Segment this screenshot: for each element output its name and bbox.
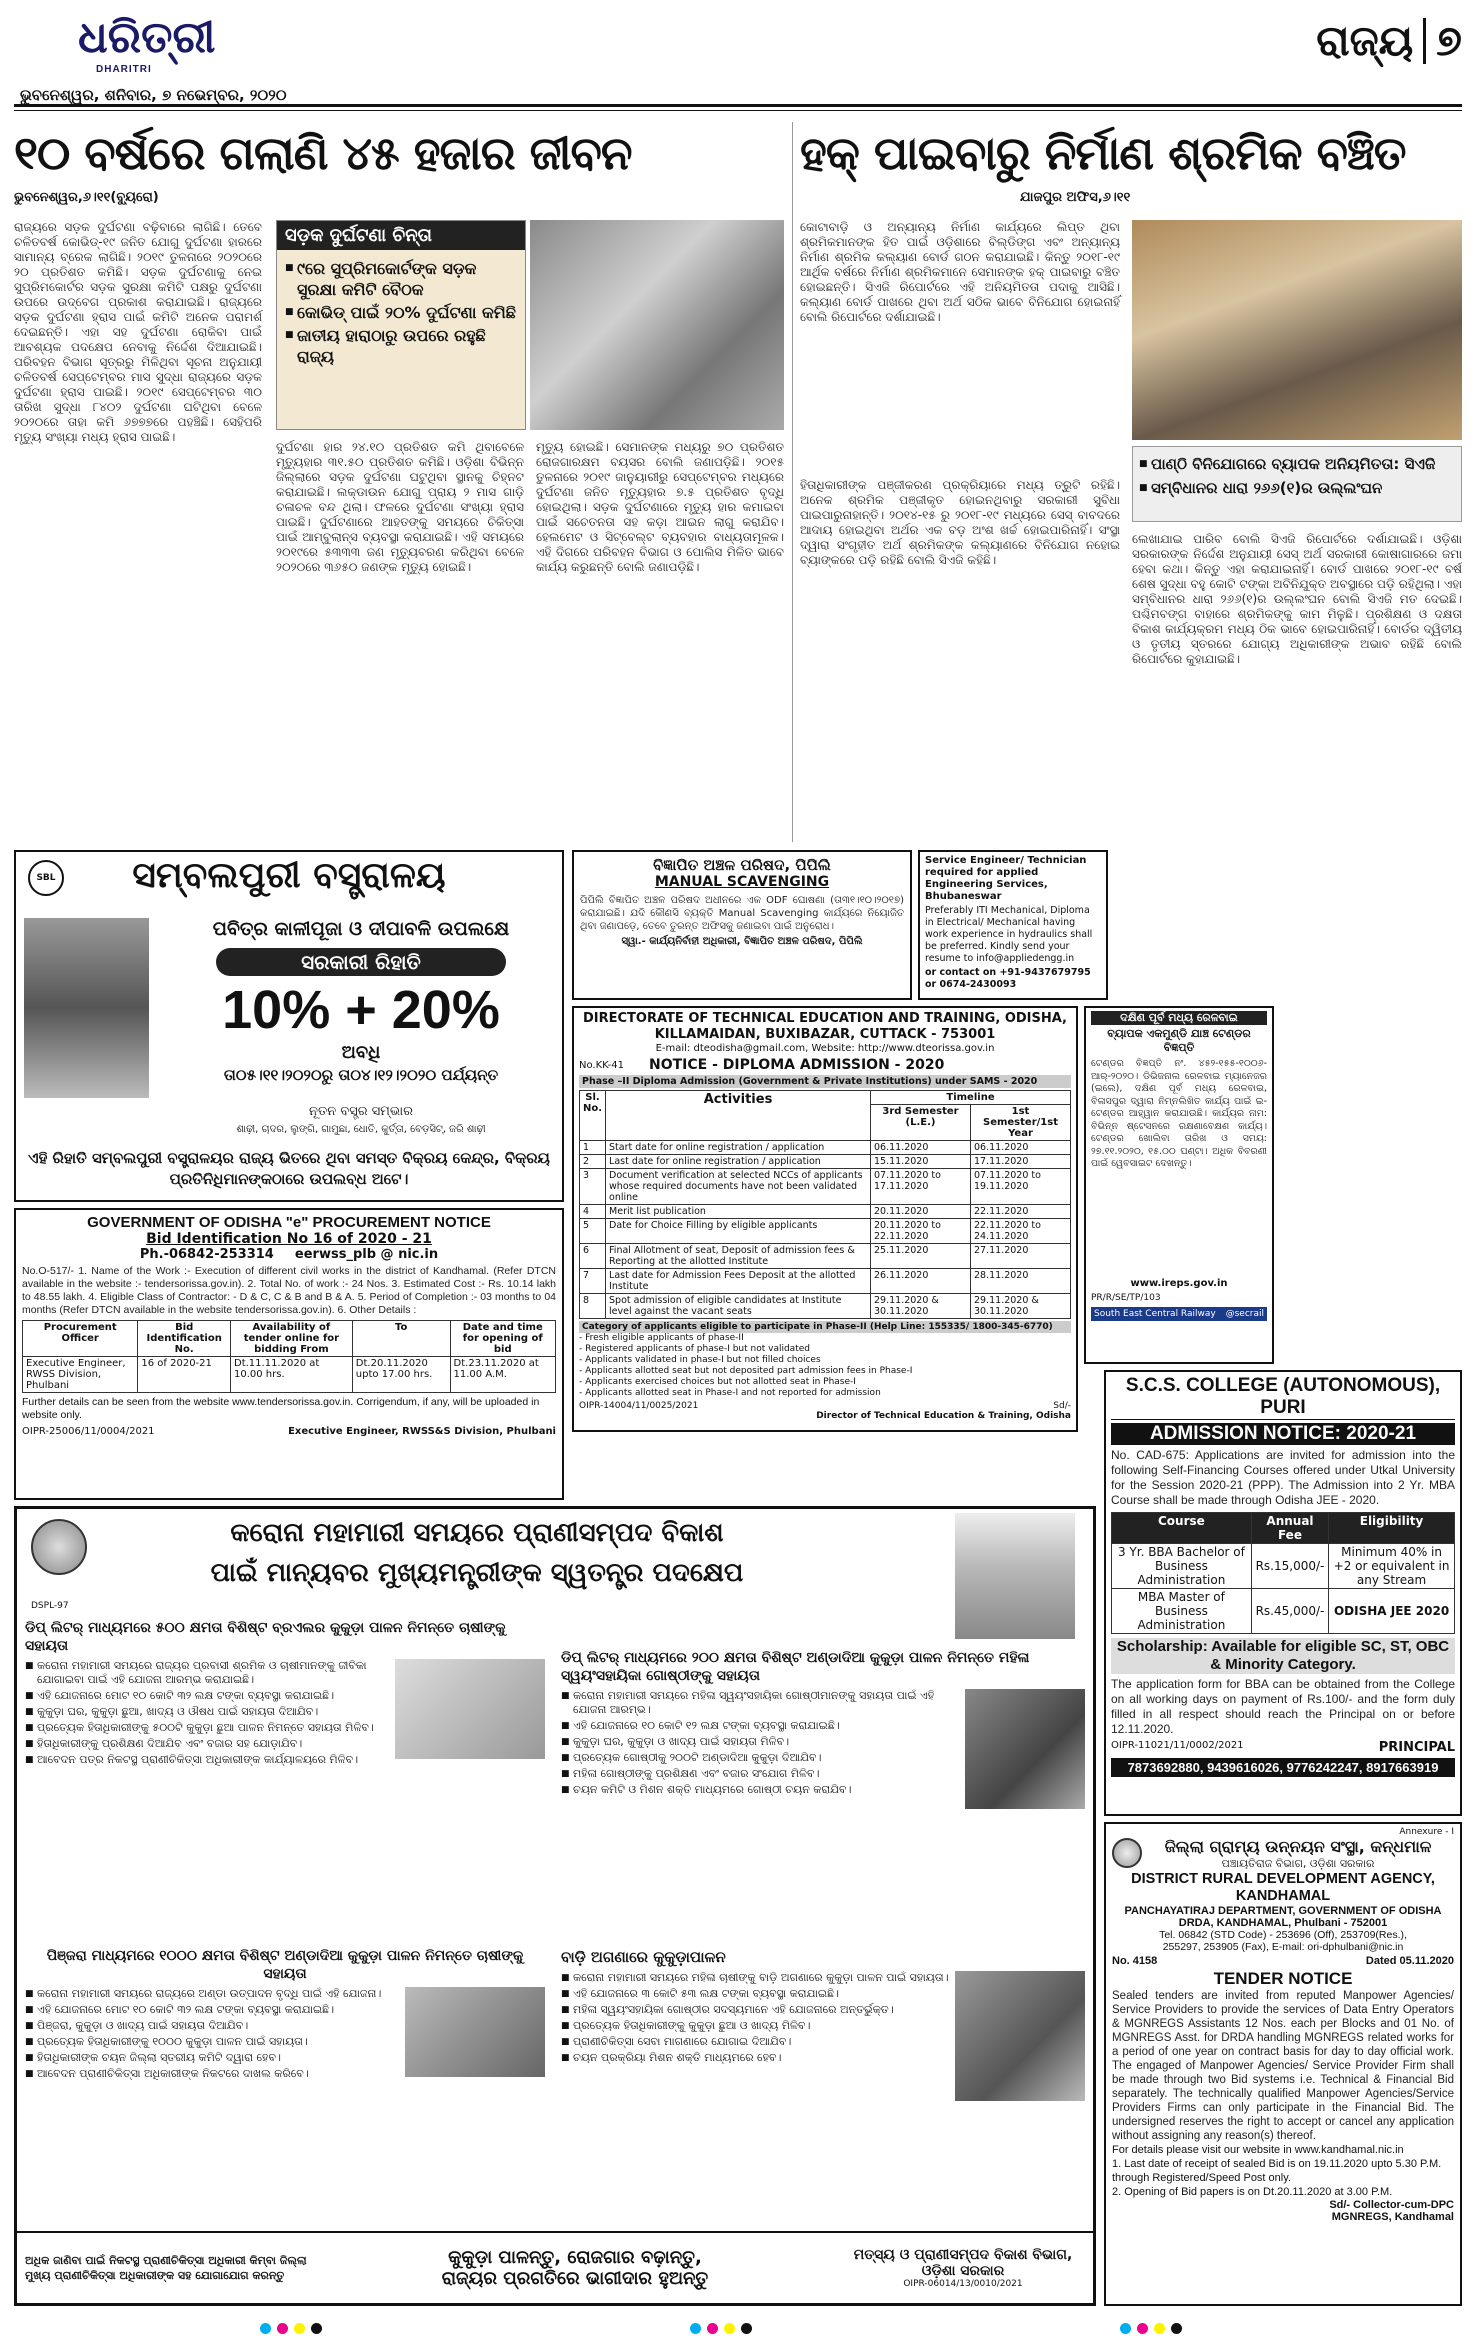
dte-cell: Merit list publication <box>606 1205 871 1219</box>
drda-sign2: MGNREGS, Kandhamal <box>1331 2211 1454 2223</box>
procurement-further: Further details can be seen from the website www.tendersorissa.gov.in. Corrigendum, if any, will be uploaded in website only. <box>22 1396 540 1421</box>
dte-cell: Last date for Admission Fees Deposit at the allotted Institute <box>606 1269 871 1294</box>
sidebar-point: ■ ୯ରେ ସୁପ୍ରିମକୋର୍ଟଙ୍କ ସଡ଼କ ସୁରକ୍ଷା କମିଟି ବୈଠକ <box>285 258 517 300</box>
dte-category-item: - Applicants exercised choices but not allotted seat in Phase-I <box>579 1377 856 1387</box>
drda-title-en: DISTRICT RURAL DEVELOPMENT AGENCY, KANDHAMAL <box>1131 1871 1435 1904</box>
story-road-accidents <box>14 122 784 842</box>
drda-no: No. 4158 <box>1112 1955 1158 1967</box>
dateline: ଭୁବନେଶ୍ୱର, ଶନିବାର, ୭ ନଭେମ୍ବର, ୨୦୨୦ <box>20 86 287 104</box>
rebate-label: ସରକାରୀ ରିହାତି <box>216 948 506 976</box>
newspaper-logo: ଧରିତ୍ରୀ DHARITRI <box>78 12 216 75</box>
procurement-bid: Bid Identification No 16 of 2020 - 21 <box>146 1231 432 1247</box>
sec1-list: ■ କରୋନା ମହାମାରୀ ସମୟରେ ରାଜ୍ୟର ପ୍ରବାସୀ ଶ୍ରମିକ ଓ ଚାଷୀମାନଙ୍କୁ ଜୀବିକା ଯୋଗାଇବା ପାଇଁ ଏହି ଯୋଜନା ଆରମ୍ଭ କରାଯାଇଛି। ■ ଏହି ଯୋଜନାରେ ମୋଟ ୧୦ କୋଟି ୩୨ ଲକ୍ଷ ଟଙ୍କା ବ୍ୟବସ୍ଥା କରାଯାଇଛି। ■ କୁକୁଡ଼ା ଘର, କୁକୁଡ଼ା ଛୁଆ, ଖାଦ୍ୟ ଓ ଔଷଧ ପାଇଁ ସହାୟତା ଦିଆଯିବ। ■ ପ୍ରତ୍ୟେକ ହିତାଧିକାରୀଙ୍କୁ ୫୦୦ଟି କୁକୁଡ଼ା ଛୁଆ ପାଳନ ନିମନ୍ତେ ସହାୟତା ମିଳିବ। ■ ହିତାଧିକାରୀଙ୍କୁ ପ୍ରଶିକ୍ଷଣ ଦିଆଯିବ ଏବଂ ବଜାର ସହ ଯୋଡ଼ାଯିବ। ■ ଆବେଦନ ପତ୍ର ନିକଟସ୍ଥ ପ୍ରାଣୀଚିକିତ୍ସା ଅଧିକାରୀଙ୍କ କାର୍ଯ୍ୟାଳୟରେ ମିଳିବ। <box>25 1659 545 1767</box>
railway-body: ଟେଣ୍ଡର ବିଜ୍ଞପ୍ତି ନଂ. ୪୫୨-୧୫୫-୧୦୦୬-ଆର୍-୨୦୨୦। ଡିଭିଜନାଲ ରେଳବାଇ ମ୍ୟାନେଜର (ଇଲେ), ଦକ୍ଷିଣ ପୂର୍ବ ମଧ୍ୟ ରେଳବାଇ, ବିଳାସପୁର ଦ୍ୱାରା ନିମ୍ନଲିଖିତ କାର୍ଯ୍ୟ ପାଇଁ ଇ-ଟେଣ୍ଡର ଆହ୍ୱାନ କରାଯାଉଛି। କାର୍ଯ୍ୟର ନାମ: ବିଭିନ୍ନ ଷ୍ଟେସନରେ ରକ୍ଷଣାବେକ୍ଷଣ କାର୍ଯ୍ୟ। ଟେଣ୍ଡର ଖୋଲିବା ତାରିଖ ଓ ସମୟ: ୨୭.୧୧.୨୦୨୦, ୧୫.୦୦ ଘଣ୍ଟା। ଅଧିକ ବିବରଣୀ ପାଇଁ ୱେବସାଇଟ ଦେଖନ୍ତୁ। <box>1091 1058 1267 1169</box>
dte-timeline-table: Sl. No. Activities Timeline 3rd Semester (L.E.) 1st Semester/1st Year 1 Start date for online registration / application 06.11.2020 06.11.2020 2 Last date for online registration / application 15.11.2020 17.11.2020 3 Document verification at selected NCCs of applicants whose required documents have not been validated online 07.11.2020 to 17.11.2020 07.11.2020 to 19.11.2020 4 Merit list publication 20.11.2020 22.11.2020 5 Date for Choice Filling by eligible applicants 20.11.2020 to 22.11.2020 22.11.2020 to 24.11.2020 6 Final Allotment of seat, Deposit of admission fees & Reporting at the allotted Institute 25.11.2020 27.11.2020 7 Last date for Admission Fees Deposit at the allotted Institute 26.11.2020 28.11.2020 8 Spot admission of eligible candidates at Institute level against the vacant seats 29.11.2020 & 30.11.2020 29.11.2020 & 30.11.2020 <box>579 1090 1071 1319</box>
drda-point1: 1. Last date of receipt of sealed Bid is on 19.11.2020 upto 5.30 P.M. through Registered/Speed Post only. <box>1112 2158 1442 2184</box>
sidebar-point: ■ କୋଭିଡ୍ ପାଇଁ ୨୦% ଦୁର୍ଘଟଣା କମିଛି <box>285 302 517 323</box>
dte-cell: Final Allotment of seat, Deposit of admission fees & Reporting at the allotted Institute <box>606 1244 871 1269</box>
dte-cell: 5 <box>580 1219 606 1244</box>
sambalpuri-title: ସମ୍ବଲପୁରୀ ବସ୍ତ୍ରାଳୟ <box>132 854 446 896</box>
drda-sign1: Sd/- Collector-cum-DPC <box>1329 2199 1454 2211</box>
dte-cell: Spot admission of eligible candidates at Institute level against the vacant seats <box>606 1294 871 1319</box>
section-label: ରାଜ୍ୟ ୭ <box>1316 16 1462 65</box>
scs-phones: 7873692880, 9439616026, 9776242247, 8917663919 <box>1111 1758 1455 1777</box>
drda-body: Sealed tenders are invited from reputed Manpower Agencies/ Service Providers to provide the services of Data Entry Operators & MGNREGS Assistants 12 Nos. each per Blocks and 01 No. of MGNREGS Asst. for DRDA handling MGNREGS related works for a period of one year on contract basis for day to day official work. The engaged of Manpower Agencies/ Service Provider Firm shall be made through two Bid systems i.e. Technical & Financial Bid separately. The technically qualified Manpower Agencies/Service Providers Firms can only participate in the Financial Bid. The undersigned reserves the right to accept or cancel any application without assigning any reason(s) thereof. <box>1112 1990 1454 2142</box>
corona-dspl: DSPL-97 <box>31 1601 69 1611</box>
story1-headline: ୧୦ ବର୍ଷରେ ଗଲାଣି ୪୫ ହଜାର ଜୀବନ <box>14 126 632 180</box>
procurement-email: eerwss_plb @ nic.in <box>294 1247 439 1262</box>
sec4-list: ■ କରୋନା ମହାମାରୀ ସମୟରେ ମହିଳା ଚାଷୀଙ୍କୁ ବାଡ଼ି ଅଗଣାରେ କୁକୁଡ଼ା ପାଳନ ପାଇଁ ସହାୟତା। ■ ଏହି ଯୋଜନାରେ ୩ କୋଟି ୫୩ ଲକ୍ଷ ଟଙ୍କା ବ୍ୟବସ୍ଥା କରାଯାଇଛି। ■ ମହିଳା ସ୍ୱୟଂସହାୟିକା ଗୋଷ୍ଠୀର ସଦସ୍ୟମାନେ ଏହି ଯୋଜନାରେ ଅନ୍ତର୍ଭୁକ୍ତ। ■ ପ୍ରତ୍ୟେକ ହିତାଧିକାରୀଙ୍କୁ କୁକୁଡ଼ା ଛୁଆ ଓ ଖାଦ୍ୟ ମିଳିବ। ■ ପ୍ରାଣୀଚିକିତ୍ସା ସେବା ମାଗଣାରେ ଯୋଗାଇ ଦିଆଯିବ। ■ ଚୟନ ପ୍ରକ୍ରିୟା ମିଶନ ଶକ୍ତି ମାଧ୍ୟମରେ ହେବ। <box>561 1971 1085 2065</box>
dte-row <box>580 1294 1071 1319</box>
dte-cell: 8 <box>580 1294 606 1319</box>
story1-sidebar-title: ସଡ଼କ ଦୁର୍ଘଟଣା ଚିନ୍ତା <box>277 221 525 250</box>
dte-cell: 28.11.2020 <box>971 1269 1071 1294</box>
dte-cell: 22.11.2020 <box>971 1205 1071 1219</box>
ad-e-procurement <box>14 1208 564 1500</box>
story2-dateline: ଯାଜପୁର ଅଫିସ,୬।୧୧ <box>1020 190 1131 205</box>
dte-cell: 20.11.2020 to 22.11.2020 <box>871 1219 971 1244</box>
dte-email: E-mail: dteodisha@gmail.com, Website: http://www.dteorissa.gov.in <box>655 1043 995 1054</box>
engineer-contact: or contact on +91-9437679795 or 0674-2430093 <box>925 967 1091 990</box>
cm-photo <box>955 1513 1075 1639</box>
registration-marks-right <box>1120 2323 1182 2335</box>
ad-dte-diploma-admission <box>572 1006 1078 1432</box>
railway-footer: South East Central Railway @secrail <box>1091 1307 1267 1321</box>
black-dot <box>311 2323 322 2334</box>
story2-col1-text: କୋଟାବାଡ଼ି ଓ ଅନ୍ୟାନ୍ୟ ନିର୍ମାଣ କାର୍ଯ୍ୟରେ ଲିପ୍ତ ଥିବା ଶ୍ରମିକମାନଙ୍କ ହିତ ପାଇଁ ଓଡ଼ିଶାରେ ବିଲ୍ଡିଙ୍ଗ ଏବଂ ଅନ୍ୟାନ୍ୟ ନିର୍ମାଣ ଶ୍ରମିକ କଲ୍ୟାଣ ବୋର୍ଡ ଗଠନ କରାଯାଇଛି। କିନ୍ତୁ ୨୦୧୮-୧୯ ଆର୍ଥିକ ବର୍ଷରେ ନିର୍ମାଣ ଶ୍ରମିକମାନେ ସେମାନଙ୍କ ହକ୍ ପାଇବାରୁ ବଞ୍ଚିତ ହୋଇଛନ୍ତି। ସିଏଜି ରିପୋର୍ଟରେ ଏହି ଅନିୟମିତତା ପଦାକୁ ଆସିଛି। କଲ୍ୟାଣ ବୋର୍ଡ ପାଖରେ ଥିବା ଅର୍ଥ ସଠିକ ଭାବେ ବିନିଯୋଗ ହୋଇନାହିଁ ବୋଲି ରିପୋର୍ଟରେ ଦର୍ଶାଯାଇଛି। <box>800 220 1120 324</box>
story2-headline: ହକ୍ ପାଇବାରୁ ନିର୍ମାଣ ଶ୍ରମିକ ବଞ୍ଚିତ <box>800 126 1406 180</box>
procurement-signatory: Executive Engineer, RWSS&S Division, Phulbani <box>288 1426 556 1437</box>
sambalpuri-footer: ଏହି ରିହାତି ସମ୍ବଲପୁରୀ ବସ୍ତ୍ରାଳୟର ରାଜ୍ୟ ଭିତରେ ଥିବା ସମସ୍ତ ବିକ୍ରୟ କେନ୍ଦ୍ର, ବିକ୍ରୟ ପ୍ରତିନିଧିମାନଙ୍କଠାରେ ଉପଲବ୍ଧ ଅଟେ। <box>28 1149 550 1188</box>
pipili-sign: ସ୍ୱା.- କାର୍ଯ୍ୟନିର୍ବାହୀ ଅଧିକାରୀ, ବିଜ୍ଞାପିତ ଅଞ୍ଚଳ ପରିଷଦ, ପିପିଲି <box>621 936 863 947</box>
workers-photo <box>1132 220 1462 440</box>
dte-cell: Document verification at selected NCCs of applicants whose required documents have not been validated online <box>606 1169 871 1205</box>
dte-category-item: - Fresh eligible applicants of phase-II <box>579 1333 744 1343</box>
dte-cell: 29.11.2020 & 30.11.2020 <box>971 1294 1071 1319</box>
drda-website-line: For details please visit our website in www.kandhamal.nic.in <box>1112 2144 1404 2156</box>
dte-category-title: Category of applicants eligible to participate in Phase-II (Help Line: 155335/ 1800-345-6770) <box>579 1321 1071 1333</box>
corona-footer <box>17 2231 1093 2303</box>
dte-cell: 6 <box>580 1244 606 1269</box>
dte-row <box>580 1141 1071 1155</box>
drda-point2: 2. Opening of Bid papers is on Dt.20.11.2020 at 3.00 P.M. <box>1112 2186 1393 2198</box>
story1-dateline: ଭୁବନେଶ୍ୱର,୬।୧୧(ବ୍ୟୁରୋ) <box>14 190 159 205</box>
masthead <box>14 8 1462 112</box>
story1-col3-text: ମୃତ୍ୟୁ ହୋଇଛି। ସେମାନଙ୍କ ମଧ୍ୟରୁ ୭୦ ପ୍ରତିଶତ ରୋଜଗାରକ୍ଷମ ବୟସର ବୋଲି ଜଣାପଡ଼ିଛି। ୨୦୧୫ ତୁଳନାରେ ୨୦୧୯ ଜାନୁୟାରୀରୁ ସେପ୍ଟେମ୍ବର ମଧ୍ୟରେ ଦୁର୍ଘଟଣା ଜନିତ ମୃତ୍ୟୁହାର ୭.୫ ପ୍ରତିଶତ ବୃଦ୍ଧି ହୋଇଥିଲା। ସଡ଼କ ଦୁର୍ଘଟଣାରେ ମୃତ୍ୟୁ ହାର କମାଇବା ପାଇଁ ସଚେତନତା ସହ କଡ଼ା ଆଇନ ଲାଗୁ କରାଯିବ। ହେଲମେଟ ଓ ସିଟ୍‌ବେଲ୍ଟ ବ୍ୟବହାର ବାଧ୍ୟତାମୂଳକ। ଏହି ଦିଗରେ ପରିବହନ ବିଭାଗ ଓ ପୋଲିସ ମିଳିତ ଭାବେ କାର୍ଯ୍ୟ କରୁଛନ୍ତି ବୋଲି ଜଣାପଡ଼ିଛି। <box>536 440 784 574</box>
dte-category-item: - Applicants allotted seat but not deposited part admission fees in Phase-I <box>579 1366 913 1376</box>
dte-cell: 26.11.2020 <box>871 1269 971 1294</box>
railway-title: ଦକ୍ଷିଣ ପୂର୍ବ ମଧ୍ୟ ରେଳବାଇ <box>1091 1011 1267 1025</box>
items-list: ଶାଢ଼ୀ, ଚାଦର, ଲୁଙ୍ଗି, ଗାମୁଛା, ଧୋତି, କୁର୍ତ୍ତା, ବେଡ଼ସିଟ୍, ଜରି ଶାଢ଼ୀ <box>236 1124 486 1135</box>
ad-corona-livestock <box>14 1506 1096 2306</box>
dte-category-item: - Registered applicants of phase-I but not validated <box>579 1344 810 1354</box>
section-divider <box>1423 18 1426 64</box>
new-items-label: ନୂତନ ବସ୍ତ୍ର ସମ୍ଭାର <box>309 1104 413 1119</box>
procurement-body: No.O-517/- 1. Name of the Work :- Execution of different civil works in the district of Kandhamal. (Refer DTCN available in the website :- tendersorissa.gov.in). 2. Total No. of work :- 24 Nos. 3. Estimated Cost :- Rs. 10.14 lakh to 48.55 lakh. 4. Eligible Class of Contractor: - D & C, C & B and B & A. 5. Period of Completion :- 03 months to 04 months (Refer DTCN available in the website tendersorissa.gov.in). 6. Other Details : <box>22 1265 556 1316</box>
sec3-title: ପିଞ୍ଜରା ମାଧ୍ୟମରେ ୧୦୦୦ କ୍ଷମତା ବିଶିଷ୍ଟ ଅଣ୍ଡାଦିଆ କୁକୁଡ଼ା ପାଳନ ନିମନ୍ତେ ଚାଷୀଙ୍କୁ ସହାୟତା <box>46 1948 524 1982</box>
story2-col3-text: ଲେଖାଯାଇ ପାରିବ ବୋଲି ସିଏଜି ରିପୋର୍ଟରେ ଦର୍ଶାଯାଇଛି। ଓଡ଼ିଶା ସରକାରଙ୍କ ନିର୍ଦ୍ଦେଶ ଅନୁଯାୟୀ ସେସ୍ ଅର୍ଥ ସରକାରୀ କୋଷାଗାରରେ ଜମା ହେବା କଥା। କିନ୍ତୁ ଏହା କରାଯାଇନାହିଁ। ବୋର୍ଡ ପାଖରେ ୨୦୧୮-୧୯ ବର୍ଷ ଶେଷ ସୁଦ୍ଧା ବହୁ କୋଟି ଟଙ୍କା ଅବିନିଯୁକ୍ତ ଅବସ୍ଥାରେ ପଡ଼ି ରହିଥିଲା। ଏହା ସମ୍ବିଧାନର ଧାରା ୨୬୬(୧)ର ଉଲ୍ଲଂଘନ ବୋଲି ସିଏଜି ମତ ଦେଇଛି। ପଶ୍ଚିମବଙ୍ଗ ବାହାରେ ଶ୍ରମିକଙ୍କୁ କାମ ମିଳୁଛି। ପ୍ରଶିକ୍ଷଣ ଓ ଦକ୍ଷତା ବିକାଶ କାର୍ଯ୍ୟକ୍ରମ ମଧ୍ୟ ଠିକ ଭାବେ ହୋଇପାରିନାହିଁ। ବୋର୍ଡର ଦ୍ୱିତୀୟ ଓ ତୃତୀୟ ସ୍ତରରେ ଯୋଗ୍ୟ ଅଧିକାରୀଙ୍କ ଅଭାବ ରହିଛି ବୋଲି ରିପୋର୍ଟରେ କୁହାଯାଇଛି। <box>1132 532 1462 666</box>
dte-phase: Phase –II Diploma Admission (Government & Private Institutions) under SAMS - 2020 <box>579 1075 1071 1088</box>
corona-slogan: କୁକୁଡ଼ା ପାଳନ୍ତୁ, ରୋଜଗାର ବଢ଼ାନ୍ତୁ, ରାଜ୍ୟର ପ୍ରଗତିରେ ଭାଗୀଦାର ହୁଅନ୍ତୁ <box>441 2247 709 2289</box>
dte-cell: 29.11.2020 & 30.11.2020 <box>871 1294 971 1319</box>
scs-body: No. CAD-675: Applications are invited for admission into the following Self-Financing Courses offered under Utkal University for the Session 2020-21 (PPP). The Admission into 2 Yr. MBA Course shall be made through Odisha JEE - 2020. <box>1111 1448 1455 1507</box>
dte-cell: 22.11.2020 to 24.11.2020 <box>971 1219 1071 1244</box>
magenta-dot <box>277 2323 288 2334</box>
scs-ref: OIPR-11021/11/0002/2021 <box>1111 1740 1244 1751</box>
dte-category-item: - Applicants validated in phase-I but not filled choices <box>579 1355 821 1365</box>
corona-sec3 <box>25 1947 545 2227</box>
story1-sidebar-list <box>277 250 525 377</box>
drda-address: DRDA, KANDHAMAL, Phulbani - 752001 <box>1178 1917 1388 1929</box>
scs-principal: PRINCIPAL <box>1378 1740 1455 1755</box>
dte-cell: 17.11.2020 <box>971 1155 1071 1169</box>
dte-no: No.KK-41 <box>579 1059 624 1071</box>
dte-row <box>580 1205 1071 1219</box>
story2-box <box>1132 446 1462 522</box>
yellow-dot <box>294 2323 305 2334</box>
corona-title-1: କରୋନା ମହାମାରୀ ସମୟରେ ପ୍ରାଣୀସମ୍ପଦ ବିକାଶ <box>230 1518 724 1548</box>
sec4-title: ବାଡ଼ି ଅଗଣାରେ କୁକୁଡ଼ାପାଳନ <box>561 1948 726 1966</box>
corona-footer-left: ଅଧିକ ଜାଣିବା ପାଇଁ ନିକଟସ୍ଥ ପ୍ରାଣୀଚିକିତ୍ସା ଅଧିକାରୀ କିମ୍ବା ଜିଲ୍ଲା ମୁଖ୍ୟ ପ୍ରାଣୀଚିକିତ୍ସା ଅଧିକାରୀଙ୍କ ସହ ଯୋଗାଯୋଗ କରନ୍ତୁ <box>25 2254 307 2282</box>
dte-row <box>580 1169 1071 1205</box>
box-point: ■ ପାଣ୍ଠି ବିନିଯୋଗରେ ବ୍ୟାପକ ଅନିୟମିତତା: ସିଏଜି <box>1139 453 1455 475</box>
dte-row <box>580 1219 1071 1244</box>
dte-ref: OIPR-14004/11/0025/2021 <box>579 1401 699 1411</box>
dte-title: DIRECTORATE OF TECHNICAL EDUCATION AND TRAINING, ODISHA, KILLAMAIDAN, BUXIBAZAR, CUTTACK - 753001 <box>583 1011 1067 1042</box>
accident-photo <box>530 220 784 430</box>
corona-sec1 <box>25 1619 545 1939</box>
procurement-table: Procurement Officer Bid Identification No. Availability of tender online for bidding From To Date and time for opening of bid Executive Engineer, RWSS Division, Phulbani 16 of 2020-21 Dt.11.11.2020 at 10.00 hrs. Dt.20.11.2020 upto 17.00 hrs. Dt.23.11.2020 at 11.00 A.M. <box>22 1320 556 1393</box>
procurement-title: GOVERNMENT OF ODISHA "e" PROCUREMENT NOTICE <box>87 1214 491 1231</box>
drda-emblem <box>1112 1838 1142 1868</box>
page-number: ୭ <box>1436 16 1462 65</box>
dte-cell: Date for Choice Filling by eligible applicants <box>606 1219 871 1244</box>
drda-notice: TENDER NOTICE <box>1213 1969 1353 1988</box>
period-value: ତା୦୫।୧୧।୨୦୨୦ରୁ ତା୦୪।୧୨।୨୦୨୦ ପର୍ଯ୍ୟନ୍ତ <box>223 1066 499 1084</box>
railway-website[interactable]: www.ireps.gov.in <box>1130 1278 1228 1289</box>
dte-category-item: - Applicants allotted seat in Phase-I and not reported for admission <box>579 1388 881 1398</box>
sbl-logo: SBL <box>28 860 64 896</box>
story1-sidebar <box>276 220 526 430</box>
ad-scs-college <box>1104 1370 1462 1816</box>
dte-notice: NOTICE - DIPLOMA ADMISSION - 2020 <box>649 1057 945 1073</box>
dte-cell: 4 <box>580 1205 606 1219</box>
story2-col2-text: ହିତାଧିକାରୀଙ୍କ ପଞ୍ଜୀକରଣ ପ୍ରକ୍ରିୟାରେ ମଧ୍ୟ ତ୍ରୁଟି ରହିଛି। ଅନେକ ଶ୍ରମିକ ପଞ୍ଜୀକୃତ ହୋଇନଥିବାରୁ ସରକାରୀ ସୁବିଧା ପାଇପାରୁନାହାନ୍ତି। ୨୦୧୪-୧୫ ରୁ ୨୦୧୮-୧୯ ମଧ୍ୟରେ ସେସ୍ ବାବଦରେ ଆଦାୟ ହୋଇଥିବା ଅର୍ଥର ଏକ ବଡ଼ ଅଂଶ ଖର୍ଚ୍ଚ ହୋଇପାରିନାହିଁ। ସଂସ୍ଥା ଦ୍ୱାରା ସଂଗୃହୀତ ଅର୍ଥ ଶ୍ରମିକଙ୍କ କଲ୍ୟାଣରେ ବିନିଯୋଗ ନହୋଇ ବ୍ୟାଙ୍କରେ ପଡ଼ି ରହିଛି ବୋଲି ସିଏଜି କହିଛି। <box>800 478 1120 567</box>
occasion-text: ପବିତ୍ର କାଳୀପୂଜା ଓ ଦୀପାବଳି ଉପଲକ୍ଷେ <box>212 918 510 940</box>
dte-cell: 1 <box>580 1141 606 1155</box>
odisha-emblem <box>31 1519 87 1575</box>
ad-sambalpuri-bastralaya <box>14 850 564 1202</box>
engineer-title: Service Engineer/ Technician required for applied Engineering Services, Bhubaneswar <box>925 855 1087 902</box>
dte-cell: 7 <box>580 1269 606 1294</box>
rebate-value: 10% + 20% <box>222 980 500 1040</box>
model-photo <box>24 918 149 1098</box>
dte-cell: 2 <box>580 1155 606 1169</box>
procurement-phone: Ph.-06842-253314 <box>139 1247 274 1262</box>
sec2-title: ଡିପ୍ ଲିଟର୍ ମାଧ୍ୟମରେ ୨୦୦ କ୍ଷମତା ବିଶିଷ୍ଟ ଅଣ୍ଡାଦିଆ କୁକୁଡ଼ା ପାଳନ ନିମନ୍ତେ ମହିଳା ସ୍ୱୟଂସହାୟିକା ଗୋଷ୍ଠୀଙ୍କୁ ସହାୟତା <box>561 1650 1030 1684</box>
drda-fax: 255297, 253905 (Fax), E-mail: ori-dphulbani@nic.in <box>1162 1941 1404 1953</box>
dte-cell: 06.11.2020 <box>971 1141 1071 1155</box>
pipili-body: ପିପିଲି ବିଜ୍ଞାପିତ ଅଞ୍ଚଳ ପରିଷଦ ଅଧୀନରେ ଏକ ODF ଘୋଷଣା (ତା୩୧।୧୦।୨୦୧୭) କରାଯାଇଛି। ଯଦି କୌଣସି ବ୍ୟକ୍ତି Manual Scavenging କାର୍ଯ୍ୟରେ ନିୟୋଜିତ ଥିବା ଜଣାପଡ଼େ, ତେବେ ତୁରନ୍ତ ଅଫିସକୁ ଜଣାଇବା ପାଇଁ ଅନୁରୋଧ। <box>580 895 904 932</box>
drda-annexure: Annexure - I <box>1399 1827 1454 1837</box>
dte-row <box>580 1244 1071 1269</box>
column-rule <box>792 122 793 842</box>
scs-notice: ADMISSION NOTICE: 2020-21 <box>1111 1423 1455 1445</box>
dte-cell: Last date for online registration / application <box>606 1155 871 1169</box>
sidebar-point: ■ ଜାତୀୟ ହାରାଠାରୁ ଉପରେ ରହୁଛି ରାଜ୍ୟ <box>285 325 517 367</box>
engineer-body: Preferably ITI Mechanical, Diploma in Electrical/ Mechanical having work experience in hydraulics shall be preferred. Kindly send your resume to info@appliedengg.in <box>925 905 1093 964</box>
procurement-ref: OIPR-25006/11/0004/2021 <box>22 1426 155 1437</box>
dte-cell: 25.11.2020 <box>871 1244 971 1269</box>
ad-drda-kandhamal <box>1104 1822 1462 2306</box>
scs-title: S.C.S. COLLEGE (AUTONOMOUS), PURI <box>1111 1375 1455 1420</box>
drda-dept-en: PANCHAYATIRAJ DEPARTMENT, GOVERNMENT OF ODISHA <box>1124 1905 1442 1917</box>
drda-tel: Tel. 06842 (STD Code) - 253696 (Off), 253709(Res.), <box>1159 1929 1407 1941</box>
dte-cell: 07.11.2020 to 19.11.2020 <box>971 1169 1071 1205</box>
sec2-list: ■ କରୋନା ମହାମାରୀ ସମୟରେ ମହିଳା ସ୍ୱୟଂସହାୟିକା ଗୋଷ୍ଠୀମାନଙ୍କୁ ସହାୟତା ପାଇଁ ଏହି ଯୋଜନା ଆରମ୍ଭ। ■ ଏହି ଯୋଜନାରେ ୧୦ କୋଟି ୧୨ ଲକ୍ଷ ଟଙ୍କା ବ୍ୟବସ୍ଥା କରାଯାଇଛି। ■ କୁକୁଡ଼ା ଘର, କୁକୁଡ଼ା ଓ ଖାଦ୍ୟ ପାଇଁ ସହାୟତା ମିଳିବ। ■ ପ୍ରତ୍ୟେକ ଗୋଷ୍ଠୀକୁ ୨୦୦ଟି ଅଣ୍ଡାଦିଆ କୁକୁଡ଼ା ଦିଆଯିବ। ■ ମହିଳା ଗୋଷ୍ଠୀଙ୍କୁ ପ୍ରଶିକ୍ଷଣ ଏବଂ ବଜାର ସଂଯୋଗ ମିଳିବ। ■ ଚୟନ କମିଟି ଓ ମିଶନ ଶକ୍ତି ମାଧ୍ୟମରେ ଗୋଷ୍ଠୀ ଚୟନ କରାଯିବ। <box>561 1689 1085 1797</box>
drda-title-od: ଜିଲ୍ଲା ଗ୍ରାମ୍ୟ ଉନ୍ନୟନ ସଂସ୍ଥା, କନ୍ଧମାଳ <box>1164 1837 1432 1856</box>
registration-marks-left <box>260 2323 322 2335</box>
story1-col2-text: ଦୁର୍ଘଟଣା ହାର ୨୪.୧୦ ପ୍ରତିଶତ କମି ଥିବାବେଳେ ମୃତ୍ୟୁହାର ୩୧.୫୦ ପ୍ରତିଶତ କମିଛି। ଓଡ଼ିଶା ବିଭିନ୍ନ ଜିଲ୍ଲାରେ ସଡ଼କ ଦୁର୍ଘଟଣା ଘଟୁଥିବା ସ୍ଥାନକୁ ଚିହ୍ନଟ କରାଯାଇଛି। ଲକ୍‌ଡାଉନ ଯୋଗୁ ପ୍ରାୟ ୨ ମାସ ଗାଡ଼ି ଚଳାଚଳ ବନ୍ଦ ଥିଲା। ଫଳରେ ଦୁର୍ଘଟଣା ସଂଖ୍ୟା ହ୍ରାସ ପାଇଛି। ଦୁର୍ଘଟଣାରେ ଆହତଙ୍କୁ ସମୟରେ ଚିକିତ୍ସା ପାଇଁ ଆମ୍ବୁଲାନ୍ସ ବ୍ୟବସ୍ଥା କରାଯାଇଛି। ଏହି ସମୟରେ ୨୦୧୯ରେ ୫୩୩୩ ଜଣ ମୃତ୍ୟୁବରଣ କରିଥିବା ବେଳେ ୨୦୨୦ରେ ୩୬୫୦ ଜଣଙ୍କ ମୃତ୍ୟୁ ହୋଇଛି। <box>276 440 524 574</box>
pipili-title: ବିଜ୍ଞାପିତ ଅଞ୍ଚଳ ପରିଷଦ, ପିପିଲି <box>653 856 831 874</box>
dte-signatory: Director of Technical Education & Training, Odisha <box>816 1411 1071 1421</box>
railway-subtitle: ବ୍ୟାପକ ଏକମୁଣ୍ଡି ଯାଞ୍ଚ ଟେଣ୍ଡର ବିଜ୍ଞପ୍ତି <box>1107 1027 1251 1054</box>
dte-cell: 15.11.2020 <box>871 1155 971 1169</box>
drda-dept-od: ପଞ୍ଚାୟତିରାଜ ବିଭାଗ, ଓଡ଼ିଶା ସରକାର <box>1221 1857 1375 1870</box>
dte-cell: Start date for online registration / application <box>606 1141 871 1155</box>
sec3-list: ■ କରୋନା ମହାମାରୀ ସମୟରେ ରାଜ୍ୟରେ ଅଣ୍ଡା ଉତ୍ପାଦନ ବୃଦ୍ଧି ପାଇଁ ଏହି ଯୋଜନା। ■ ଏହି ଯୋଜନାରେ ମୋଟ ୧୦ କୋଟି ୩୨ ଲକ୍ଷ ଟଙ୍କା ବ୍ୟବସ୍ଥା କରାଯାଇଛି। ■ ପିଞ୍ଜରା, କୁକୁଡ଼ା ଓ ଖାଦ୍ୟ ପାଇଁ ସହାୟତା ଦିଆଯିବ। ■ ପ୍ରତ୍ୟେକ ହିତାଧିକାରୀଙ୍କୁ ୧୦୦୦ କୁକୁଡ଼ା ପାଳନ ପାଇଁ ସହାୟତା। ■ ହିତାଧିକାରୀଙ୍କ ଚୟନ ଜିଲ୍ଲା ସ୍ତରୀୟ କମିଟି ଦ୍ୱାରା ହେବ। ■ ଆବେଦନ ପ୍ରାଣୀଚିକିତ୍ସା ଅଧିକାରୀଙ୍କ ନିକଟରେ ଦାଖଲ କରିବେ। <box>25 1987 545 2081</box>
scs-body2: The application form for BBA can be obtained from the College on all working days on payment of Rs.100/- and the form duly filled in all respect should reach the Principal on or before 12.11.2020. <box>1111 1677 1455 1736</box>
pipili-subtitle: MANUAL SCAVENGING <box>654 874 830 890</box>
scs-scholarship: Scholarship: Available for eligible SC, ST, OBC & Minority Category. <box>1111 1638 1455 1674</box>
cyan-dot <box>260 2323 271 2334</box>
sec1-title: ଡିପ୍ ଲିଟର୍ ମାଧ୍ୟମରେ ୫୦୦ କ୍ଷମତା ବିଶିଷ୍ଟ ବ୍ରଏଲର କୁକୁଡ଼ା ପାଳନ ନିମନ୍ତେ ଚାଷୀଙ୍କୁ ସହାୟତା <box>25 1620 506 1654</box>
dte-cell: 3 <box>580 1169 606 1205</box>
dte-cell: 27.11.2020 <box>971 1244 1071 1269</box>
corona-dept: ମତ୍ସ୍ୟ ଓ ପ୍ରାଣୀସମ୍ପଦ ବିକାଶ ବିଭାଗ, ଓଡ଼ିଶା ସରକାର OIPR-06014/13/0010/2021 <box>853 2247 1073 2289</box>
story1-col1-text: ରାଜ୍ୟରେ ସଡ଼କ ଦୁର୍ଘଟଣା ବଢ଼ିବାରେ ଲାଗିଛି। ତେବେ ଚଳିତବର୍ଷ କୋଭିଡ୍-୧୯ ଜନିତ ଯୋଗୁ ଦୁର୍ଘଟଣା ହାରରେ ସାମାନ୍ୟ ବ୍ରେକ ଲାଗିଛି। ୨୦୧୯ ତୁଳନାରେ ୨୦୨୦ରେ ୨୦ ପ୍ରତିଶତ କମିଛି। ସଡ଼କ ଦୁର୍ଘଟଣାକୁ ନେଇ ସୁପ୍ରିମକୋର୍ଟର ସଡ଼କ ସୁରକ୍ଷା କମିଟି ପକ୍ଷରୁ ଦୁର୍ଘଟଣା ଉପରେ ଉଦ୍‌ବେଗ ପ୍ରକାଶ କରାଯାଇଛି। ରାଜ୍ୟରେ ସଡ଼କ ଦୁର୍ଘଟଣା ହ୍ରାସ ପାଇଁ କମିଟି ଅନେକ ପରାମର୍ଶ ଦେଇଛନ୍ତି। ଏହା ସହ ଦୁର୍ଘଟଣା ରୋକିବା ପାଇଁ ଆବଶ୍ୟକ ପଦକ୍ଷେପ ନେବାକୁ ନିର୍ଦ୍ଦେଶ ଦିଆଯାଇଛି। ପରିବହନ ବିଭାଗ ସୂତ୍ରରୁ ମିଳିଥିବା ସୂଚନା ଅନୁଯାୟୀ ଚଳିତବର୍ଷ ସେପ୍ଟେମ୍ବର ମାସ ସୁଦ୍ଧା ରାଜ୍ୟରେ ସଡ଼କ ଦୁର୍ଘଟଣା ହ୍ରାସ ପାଇଛି। ୨୦୧୯ ସେପ୍ଟେମ୍ବର ୩୦ ତାରିଖ ସୁଦ୍ଧା ୮୪୦୨ ଦୁର୍ଘଟଣା ଘଟିଥିବା ବେଳେ ୨୦୨୦ରେ ତାହା କମି ୬୭୭୭ରେ ପହଞ୍ଚିଛି। ସେହିପରି ମୃତ୍ୟୁ ସଂଖ୍ୟା ମଧ୍ୟ ହ୍ରାସ ପାଇଛି। <box>14 220 262 444</box>
dte-category-list <box>579 1333 1071 1399</box>
ad-service-engineer <box>918 850 1108 1000</box>
dte-cell: 07.11.2020 to 17.11.2020 <box>871 1169 971 1205</box>
registration-marks-mid <box>690 2323 752 2335</box>
corona-sec4 <box>561 1947 1085 2227</box>
corona-title-2: ପାଇଁ ମାନ୍ୟବର ମୁଖ୍ୟମନ୍ତ୍ରୀଙ୍କ ସ୍ୱତନ୍ତ୍ର ପଦକ୍ଷେପ <box>210 1558 744 1588</box>
drda-date: Dated 05.11.2020 <box>1365 1955 1454 1967</box>
ad-pipili-nac <box>572 850 912 1000</box>
dte-cell: 06.11.2020 <box>871 1141 971 1155</box>
dte-row <box>580 1155 1071 1169</box>
masthead-rule <box>14 104 1462 107</box>
dte-row <box>580 1269 1071 1294</box>
corona-sec2 <box>561 1649 1085 1939</box>
dte-sd: Sd/- <box>1053 1401 1071 1411</box>
railway-ref: PR/R/SE/TP/103 <box>1091 1293 1161 1303</box>
masthead-rule-2 <box>14 110 1462 111</box>
ad-railway-tender <box>1084 1006 1274 1364</box>
dte-cell: 20.11.2020 <box>871 1205 971 1219</box>
box-point: ■ ସମ୍ବିଧାନର ଧାରା ୨୬୬(୧)ର ଉଲ୍ଲଂଘନ <box>1139 477 1455 499</box>
scs-course-table: Course Annual Fee Eligibility 3 Yr. BBA Bachelor of Business Administration Rs.15,000/- Minimum 40% in +2 or equivalent in any Stream MBA Master of Business Administration Rs.45,000/- ODISHA JEE 2020 <box>1111 1512 1455 1634</box>
period-label: ଅବଧି <box>341 1042 381 1063</box>
